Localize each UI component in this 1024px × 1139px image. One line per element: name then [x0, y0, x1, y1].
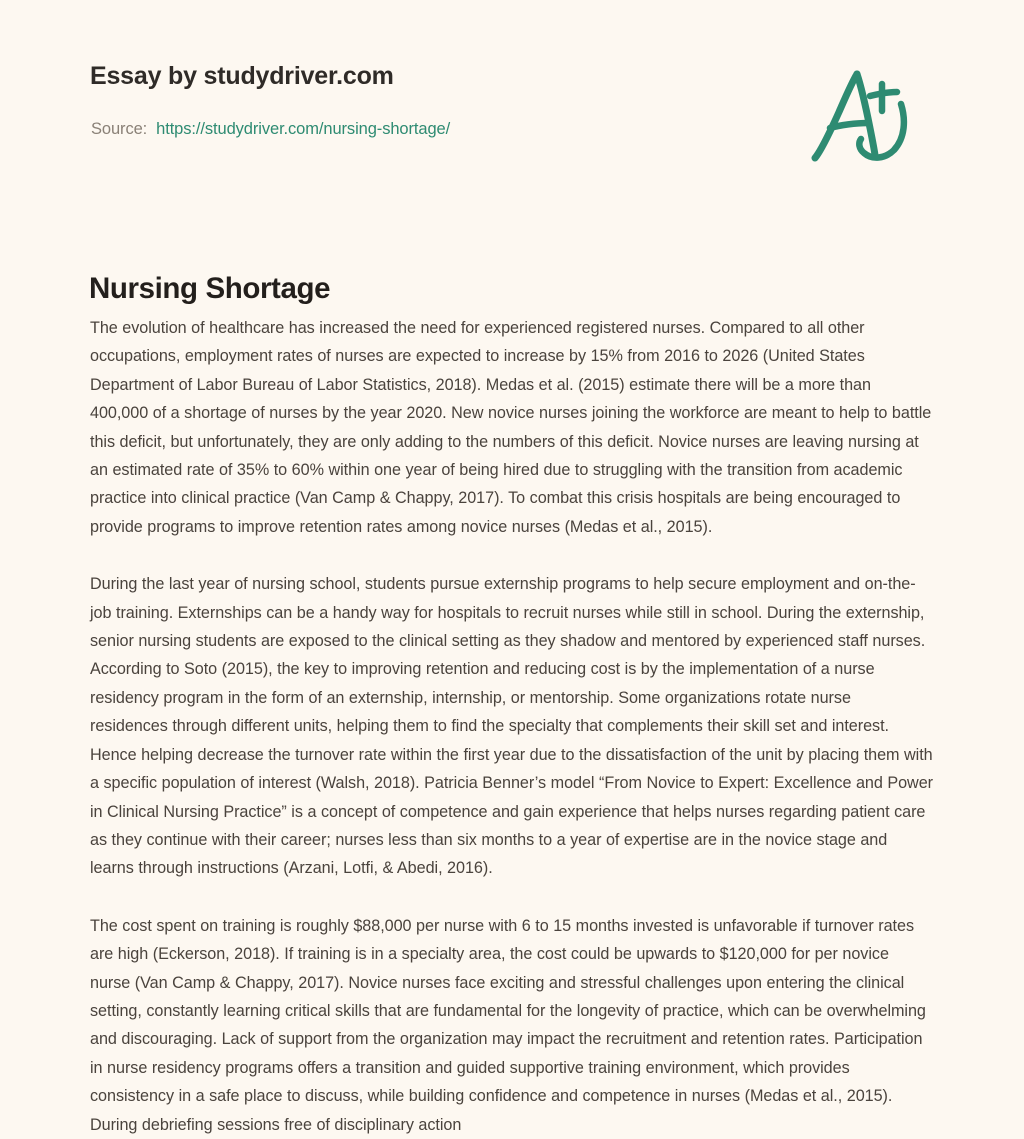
paragraph: The cost spent on training is roughly $88,000 per nurse with 6 to 15 months invested is unfavorable if turnover rates are high (Eckerson, 2018). If training is in a specialty area, the cost could be upwards to $120,000 for per novice nurse (Van Camp & Chappy, 2017). Novice nurses face exciting and stressful challenges upon entering the clinical setting, constantly learning critical skills that are fundamental for the longevity of practice, which can be overwhelming and discouraging. Lack of support from the organization may impact the recruitment and retention rates. Participation in nurse residency programs offers a transition and guided supportive training environment, which provides consistency in a safe place to discuss, while building confidence and competence in nurses (Medas et al., 2015). During debriefing sessions free of disciplinary action: [90, 916, 926, 1134]
essay-body: [90, 314, 933, 1139]
source-label: Source:: [91, 120, 148, 138]
page-title: Nursing Shortage: [89, 271, 331, 305]
source-line: [91, 120, 450, 139]
source-url-link[interactable]: https://studydriver.com/nursing-shortage/: [156, 120, 451, 138]
paragraph: During the last year of nursing school, students pursue externship programs to help secure employment and on-the-job training. Externships can be a handy way for hospitals to recruit nurses while still in school. During the externship, senior nursing students are exposed to the clinical setting as they shadow and mentored by experienced staff nurses. According to Soto (2015), the key to improving retention and reducing cost is by the implementation of a nurse residency program in the form of an externship, internship, or mentorship. Some organizations rotate nurse residences through different units, helping them to find the specialty that complements their skill set and interest. Hence helping decrease the turnover rate within the first year due to the dissatisfaction of the unit by placing them with a specific population of interest (Walsh, 2018). Patricia Benner’s model “From Novice to Expert: Excellence and Power in Clinical Nursing Practice” is a concept of competence and gain experience that helps nurses regarding patient care as they continue with their career; nurses less than six months to a year of expertise are in the novice stage and learns through instructions (Arzani, Lotfi, & Abedi, 2016).: [90, 575, 933, 878]
page-header: [0, 0, 1024, 190]
paragraph: The evolution of healthcare has increased the need for experienced registered nurses. Compared to all other occupations, employment rates of nurses are expected to increase by 15% from 2016 to 2026 (United States Department of Labor Bureau of Labor Statistics, 2018). Medas et al. (2015) estimate there will be a more than 400,000 of a shortage of nurses by the year 2020. New novice nurses joining the workforce are meant to help to battle this deficit, but unfortunately, they are only adding to the numbers of this deficit. Novice nurses are leaving nursing at an estimated rate of 35% to 60% within one year of being hired due to struggling with the transition from academic practice into clinical practice (Van Camp & Chappy, 2017). To combat this crisis hospitals are being encouraged to provide programs to improve retention rates among novice nurses (Medas et al., 2015).: [90, 319, 932, 536]
a-plus-logo-icon: [806, 66, 916, 166]
brand-heading: Essay by studydriver.com: [90, 62, 394, 90]
